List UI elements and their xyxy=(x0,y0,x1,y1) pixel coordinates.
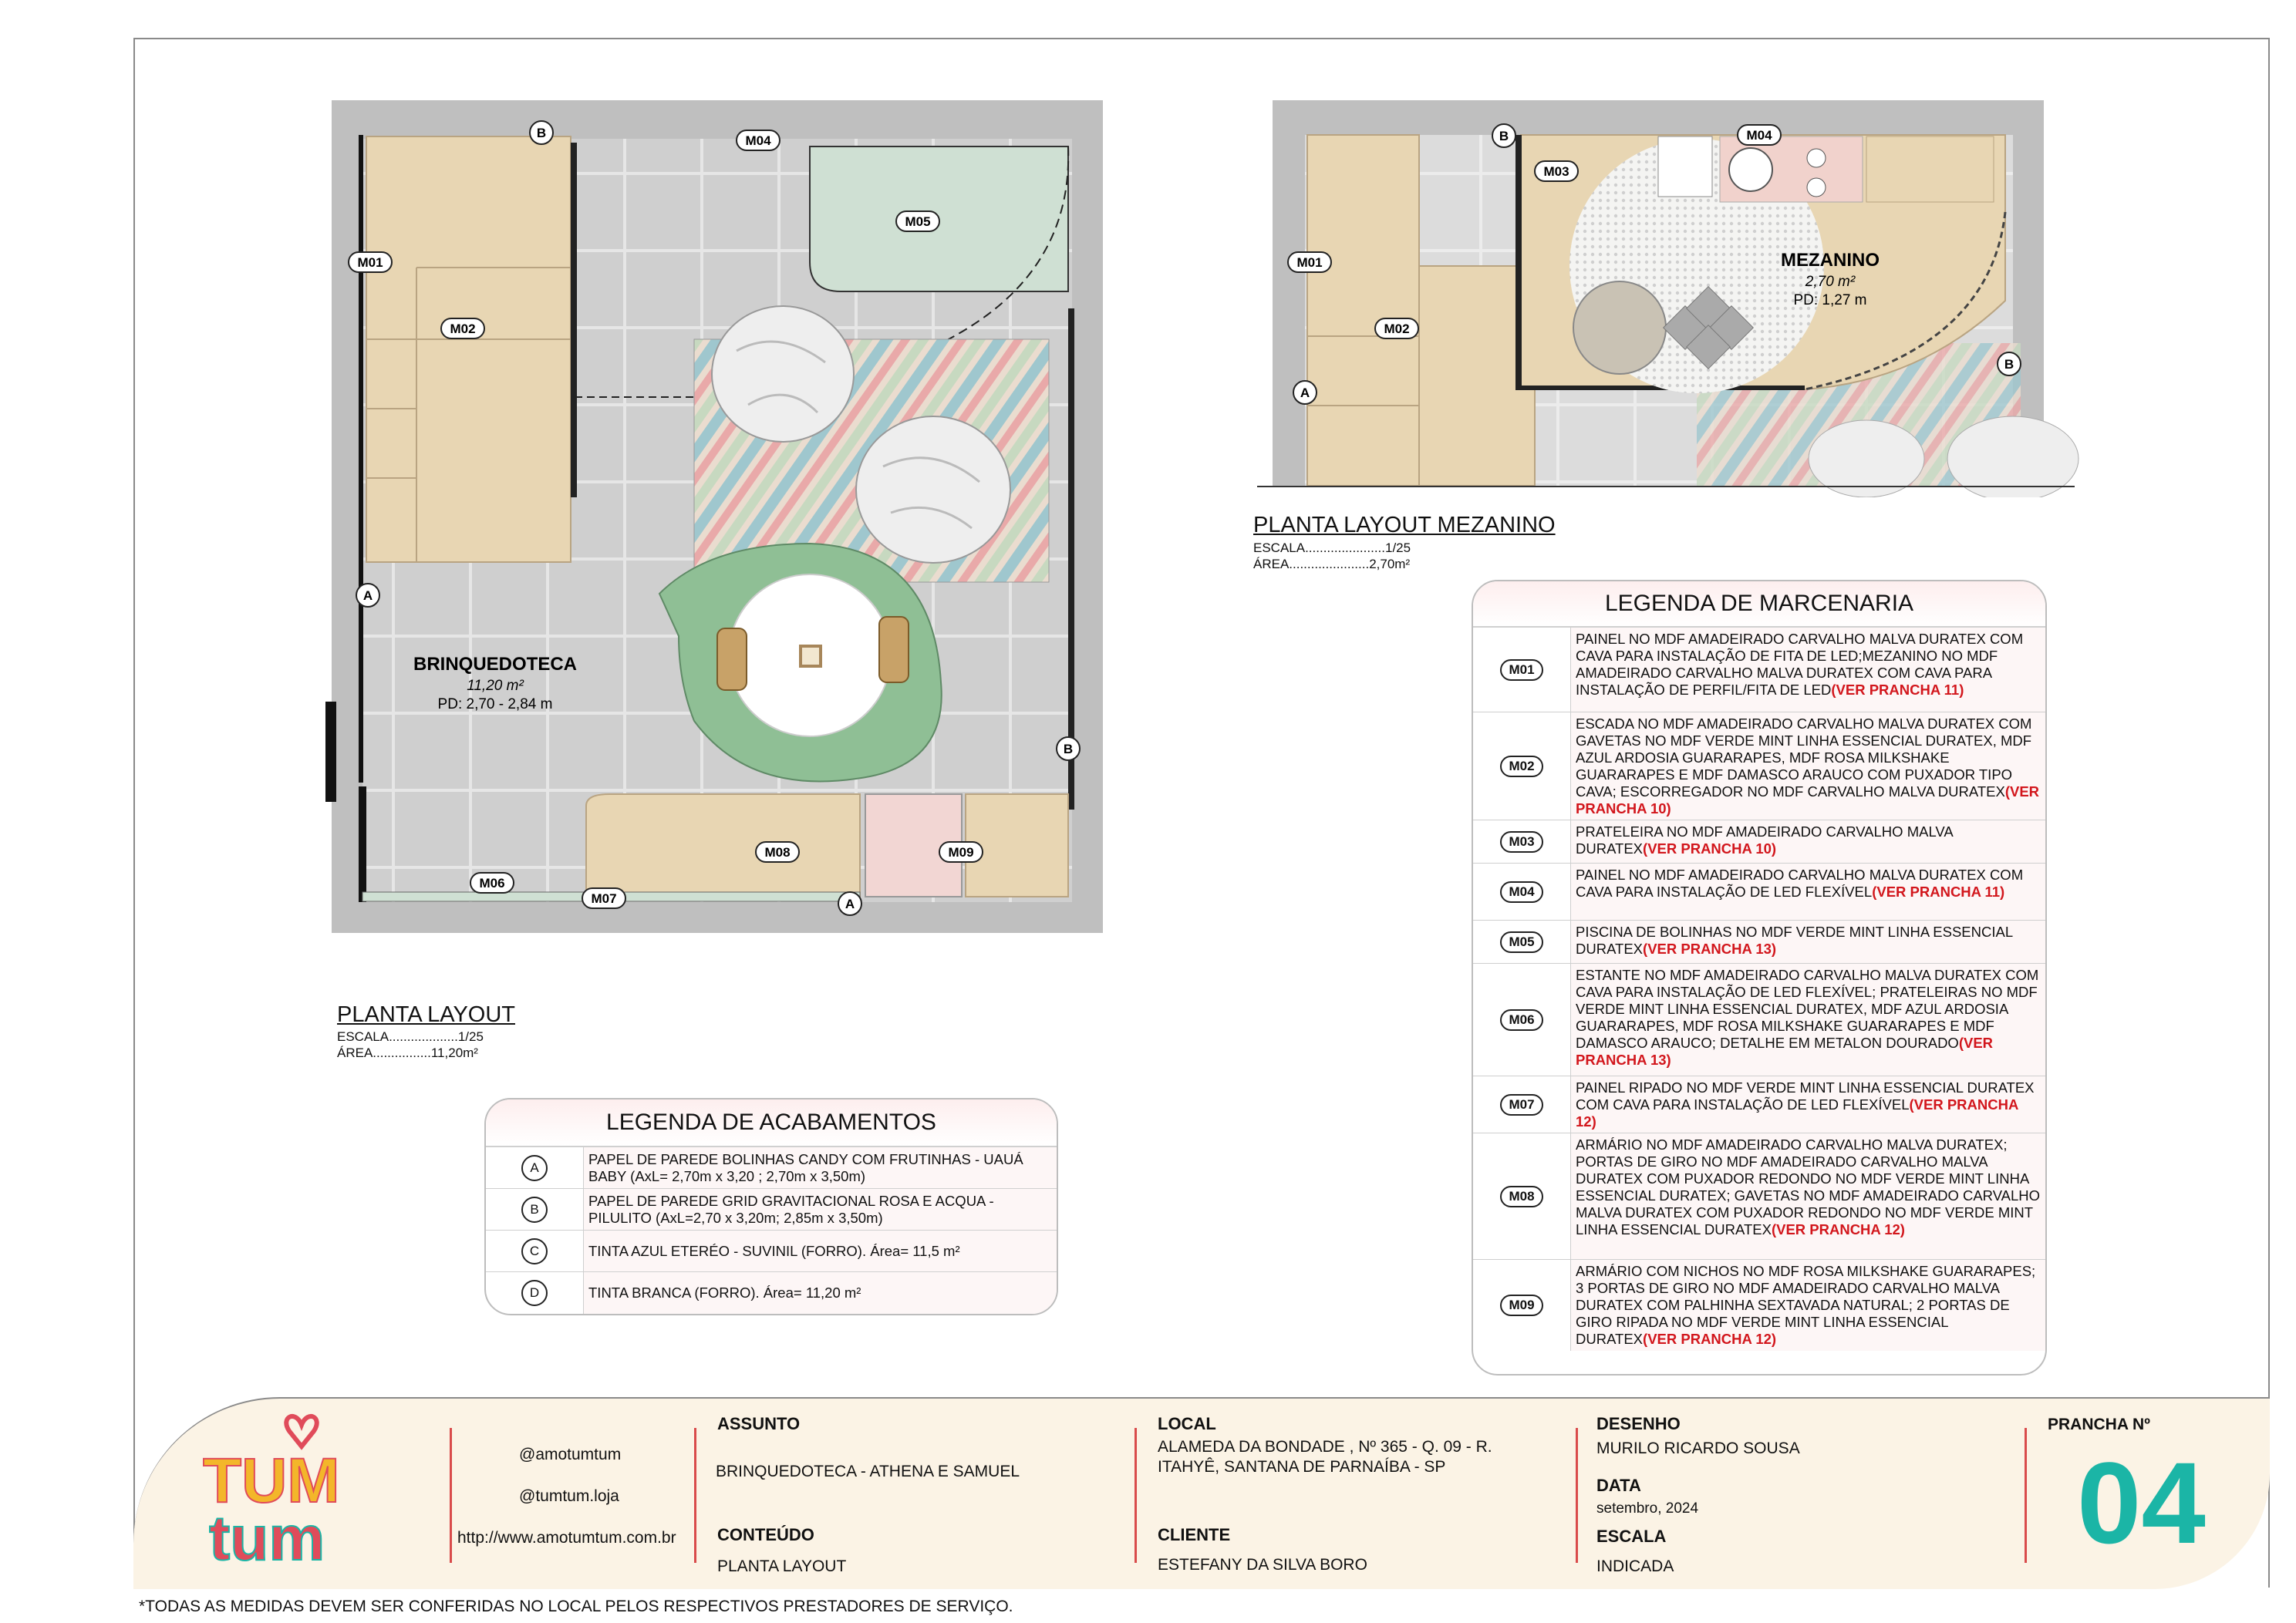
floor-plan-mezzanine xyxy=(1249,96,2082,497)
legend-joinery-rows xyxy=(1473,628,2045,1351)
plan-main-meta xyxy=(337,1029,484,1061)
svg-text:M08: M08 xyxy=(764,845,791,860)
disclaimer-note: *TODAS AS MEDIDAS DEVEM SER CONFERIDAS NO LOCAL PELOS RESPECTIVOS PRESTADORES DE SERVIÇO. xyxy=(139,1598,1013,1615)
data-value: setembro, 2024 xyxy=(1596,1500,1699,1517)
finish-desc: TINTA AZUL ETERÉO - SUVINIL (FORRO). Área= 11,5 m² xyxy=(584,1231,1057,1271)
legend-finishes xyxy=(484,1098,1058,1315)
svg-text:B: B xyxy=(536,126,547,140)
tag-m04 xyxy=(737,130,780,150)
legend-joinery-title: LEGENDA DE MARCENARIA xyxy=(1473,581,2045,628)
svg-text:M02: M02 xyxy=(1384,322,1410,336)
joinery-key: M02 xyxy=(1500,756,1543,777)
data-label: DATA xyxy=(1596,1476,1641,1495)
legend-finishes-row xyxy=(486,1272,1057,1314)
legend-joinery-row xyxy=(1473,864,2045,921)
plan-mezz-meta xyxy=(1253,540,1411,572)
escala-label: ESCALA xyxy=(1596,1527,1667,1546)
plan-mezz-scale: ESCALA......................1/25 xyxy=(1253,540,1411,555)
legend-joinery-row xyxy=(1473,964,2045,1076)
svg-text:M02: M02 xyxy=(450,322,476,336)
divider xyxy=(450,1428,452,1563)
legend-joinery-row xyxy=(1473,921,2045,964)
legend-joinery-row xyxy=(1473,1076,2045,1133)
cliente-label: CLIENTE xyxy=(1158,1525,1231,1544)
cliente-value: ESTEFANY DA SILVA BORO xyxy=(1158,1556,1367,1574)
joinery-text: PAINEL RIPADO NO MDF VERDE MINT LINHA ESSENCIAL DURATEX COM CAVA PARA INSTALAÇÃO DE LED FLEXÍVEL xyxy=(1576,1079,2035,1113)
joinery-key: M01 xyxy=(1500,659,1543,681)
svg-text:M07: M07 xyxy=(591,891,617,906)
joinery-ref: (VER PRANCHA 11) xyxy=(1831,682,1964,698)
website: http://www.amotumtum.com.br xyxy=(457,1529,676,1547)
divider xyxy=(694,1428,696,1563)
joinery-text: PAINEL NO MDF AMADEIRADO CARVALHO MALVA DURATEX COM CAVA PARA INSTALAÇÃO DE FITA DE LED;MEZANINO NO MDF AMADEIRADO CARVALHO MALVA DURATEX COM CAVA PARA INSTALAÇÃO DE PERFIL/FITA DE LED xyxy=(1576,631,2024,698)
finish-key: C xyxy=(521,1238,548,1264)
joinery-text: ARMÁRIO NO MDF AMADEIRADO CARVALHO MALVA DURATEX; PORTAS DE GIRO NO MDF AMADEIRADO CARVALHO MALVA DURATEX COM PUXADOR REDONDO NO MDF VERDE MINT LINHA ESSENCIAL DURATEX; GAVETAS NO MDF AMADEIRADO CARVALHO MALVA DURATEX COM PUXADOR REDONDO NO MDF VERDE MINT LINHA ESSENCIAL DURATEX xyxy=(1576,1136,2041,1237)
legend-joinery-row xyxy=(1473,1260,2045,1351)
joinery-ref: (VER PRANCHA 10) xyxy=(1643,840,1777,857)
joinery-desc xyxy=(1571,628,2045,712)
joinery-key: M05 xyxy=(1500,931,1543,953)
divider xyxy=(1576,1428,1578,1563)
finish-desc: PAPEL DE PAREDE GRID GRAVITACIONAL ROSA E ACQUA - PILULITO (AxL=2,70 x 3,20m; 2,85m x 3,50m) xyxy=(584,1189,1057,1230)
joinery-desc xyxy=(1571,820,2045,863)
svg-text:M09: M09 xyxy=(948,845,974,860)
tag-m01 xyxy=(1288,252,1331,272)
finish-desc: TINTA BRANCA (FORRO). Área= 11,20 m² xyxy=(584,1272,1057,1314)
legend-joinery-row xyxy=(1473,628,2045,712)
title-block xyxy=(133,1397,2270,1589)
joinery-desc xyxy=(1571,712,2045,820)
plan-main-title: PLANTA LAYOUT xyxy=(337,1002,515,1027)
svg-text:A: A xyxy=(1300,386,1310,400)
mezz-room-area: 2,70 m² xyxy=(1805,274,1856,290)
desenho-label: DESENHO xyxy=(1596,1414,1681,1433)
joinery-key: M09 xyxy=(1500,1295,1543,1316)
legend-joinery-row xyxy=(1473,820,2045,864)
tag-m09 xyxy=(939,842,983,862)
marker-a xyxy=(356,584,379,607)
joinery-ref: (VER PRANCHA 13) xyxy=(1643,941,1777,957)
tag-m07 xyxy=(582,888,625,908)
logo-top: TUM xyxy=(203,1446,340,1516)
svg-text:B: B xyxy=(1063,742,1074,756)
mezz-room-pd: PD: 1,27 m xyxy=(1793,292,1867,308)
marker-a xyxy=(1293,381,1317,404)
instagram-1: @amotumtum xyxy=(519,1446,622,1463)
svg-text:M04: M04 xyxy=(745,133,771,148)
joinery-ref: (VER PRANCHA 10) xyxy=(1576,783,2040,817)
joinery-desc xyxy=(1571,864,2045,920)
joinery-ref: (VER PRANCHA 13) xyxy=(1576,1035,1994,1068)
tag-m05 xyxy=(896,211,939,231)
legend-finishes-row xyxy=(486,1231,1057,1272)
joinery-key: M03 xyxy=(1500,831,1543,853)
joinery-ref: (VER PRANCHA 12) xyxy=(1771,1221,1905,1237)
divider xyxy=(1135,1428,1137,1563)
marker-b xyxy=(1057,737,1080,760)
plan-main-scale: ESCALA...................1/25 xyxy=(337,1029,484,1044)
finish-key: B xyxy=(521,1197,548,1223)
plan-mezz-title: PLANTA LAYOUT MEZANINO xyxy=(1253,513,1556,537)
divider xyxy=(2025,1428,2027,1563)
tag-m04 xyxy=(1738,125,1781,145)
joinery-text: PRATELEIRA NO MDF AMADEIRADO CARVALHO MALVA DURATEX xyxy=(1576,823,1953,857)
joinery-desc xyxy=(1571,1133,2045,1259)
svg-text:A: A xyxy=(362,588,373,603)
conteudo-value: PLANTA LAYOUT xyxy=(717,1557,847,1575)
instagram-2: @tumtum.loja xyxy=(519,1487,619,1505)
joinery-key: M07 xyxy=(1500,1094,1543,1116)
joinery-ref: (VER PRANCHA 12) xyxy=(1643,1331,1777,1347)
marker-b xyxy=(530,121,553,144)
escala-value: INDICADA xyxy=(1596,1557,1674,1575)
plan-main-area: ÁREA................11,20m² xyxy=(337,1046,478,1060)
joinery-key: M06 xyxy=(1500,1009,1543,1031)
legend-joinery-row xyxy=(1473,712,2045,820)
mezz-room-name: MEZANINO xyxy=(1781,250,1880,271)
svg-text:M01: M01 xyxy=(1296,255,1323,270)
joinery-desc xyxy=(1571,964,2045,1076)
legend-finishes-title: LEGENDA DE ACABAMENTOS xyxy=(486,1099,1057,1147)
finish-key: A xyxy=(521,1155,548,1181)
svg-text:B: B xyxy=(2004,357,2014,372)
tag-m08 xyxy=(756,842,799,862)
local-value: ALAMEDA DA BONDADE , Nº 365 - Q. 09 - R. ITAHYÊ, SANTANA DE PARNAÍBA - SP xyxy=(1158,1438,1492,1476)
local-label: LOCAL xyxy=(1158,1414,1216,1433)
svg-text:A: A xyxy=(845,897,855,911)
joinery-key: M08 xyxy=(1500,1186,1543,1207)
svg-text:M06: M06 xyxy=(479,876,505,891)
tag-m02 xyxy=(1375,318,1418,338)
joinery-text: ESTANTE NO MDF AMADEIRADO CARVALHO MALVA DURATEX COM CAVA PARA INSTALAÇÃO DE LED FLEXÍVEL; PRATELEIRAS NO MDF VERDE MINT LINHA ESSENCIAL DURATEX, MDF AZUL ARDOSIA GUARARAPES, MDF ROSA MILKSHAKE GUARARAPES E MDF DAMASCO ARAUCO; DETALHE EM METALON DOURADO xyxy=(1576,967,2039,1051)
joinery-text: PISCINA DE BOLINHAS NO MDF VERDE MINT LINHA ESSENCIAL DURATEX xyxy=(1576,924,2013,957)
joinery-desc xyxy=(1571,921,2045,963)
joinery-key: M04 xyxy=(1500,881,1543,903)
tag-m01 xyxy=(349,252,392,272)
joinery-text: ESCADA NO MDF AMADEIRADO CARVALHO MALVA DURATEX COM GAVETAS NO MDF VERDE MINT LINHA ESSENCIAL DURATEX, MDF AZUL ARDOSIA GUARARAPES, MDF ROSA MILKSHAKE GUARARAPES E MDF DAMASCO ARAUCO COM PUXADOR TIPO CAVA; ESCORREGADOR NO MDF CARVALHO MALVA DURATEX xyxy=(1576,716,2032,800)
floor-plan-main xyxy=(316,96,1118,945)
joinery-text: ARMÁRIO COM NICHOS NO MDF ROSA MILKSHAKE GUARARAPES; 3 PORTAS DE GIRO NO MDF AMADEIRADO CARVALHO MALVA DURATEX COM PALHINHA SEXTAVADA NATURAL; 2 PORTAS DE GIRO RIPADA NO MDF VERDE MINT LINHA ESSENCIAL DURATEX xyxy=(1576,1263,2036,1347)
tag-m06 xyxy=(470,873,514,893)
joinery-ref: (VER PRANCHA 11) xyxy=(1872,884,2005,900)
prancha-number: 04 xyxy=(2077,1438,2206,1567)
conteudo-label: CONTEÚDO xyxy=(717,1525,814,1544)
legend-finishes-row xyxy=(486,1147,1057,1189)
joinery-ref: (VER PRANCHA 12) xyxy=(1576,1096,2018,1130)
room-name: BRINQUEDOTECA xyxy=(413,654,578,675)
prancha-label: PRANCHA Nº xyxy=(2048,1416,2150,1433)
svg-text:M03: M03 xyxy=(1543,164,1569,179)
svg-text:M01: M01 xyxy=(357,255,383,270)
joinery-desc xyxy=(1571,1260,2045,1351)
marker-b xyxy=(1998,352,2021,375)
legend-joinery-row xyxy=(1473,1133,2045,1260)
legend-joinery xyxy=(1472,580,2047,1376)
tag-m02 xyxy=(441,318,484,338)
svg-text:M04: M04 xyxy=(1746,128,1772,143)
finish-desc: PAPEL DE PAREDE BOLINHAS CANDY COM FRUTINHAS - UAUÁ BABY (AxL= 2,70m x 3,20 ; 2,70m x 3,50m) xyxy=(584,1147,1057,1188)
room-pd: PD: 2,70 - 2,84 m xyxy=(437,696,553,712)
plan-mezz-area: ÁREA......................2,70m² xyxy=(1253,557,1411,571)
legend-finishes-row xyxy=(486,1189,1057,1231)
joinery-desc xyxy=(1571,1076,2045,1133)
finish-key: D xyxy=(521,1280,548,1306)
desenho-value: MURILO RICARDO SOUSA xyxy=(1596,1439,1800,1457)
marker-b xyxy=(1492,124,1515,147)
tumtum-logo xyxy=(203,1409,357,1571)
svg-text:B: B xyxy=(1499,129,1509,143)
marker-a xyxy=(838,892,861,915)
assunto-value: BRINQUEDOTECA - ATHENA E SAMUEL xyxy=(716,1463,1020,1480)
tag-m03 xyxy=(1535,161,1578,181)
assunto-label: ASSUNTO xyxy=(717,1414,801,1433)
room-area: 11,20 m² xyxy=(467,678,524,694)
svg-text:M05: M05 xyxy=(905,214,931,229)
logo-bottom: tum xyxy=(209,1503,325,1571)
joinery-text: PAINEL NO MDF AMADEIRADO CARVALHO MALVA DURATEX COM CAVA PARA INSTALAÇÃO DE LED FLEXÍVEL xyxy=(1576,867,2024,900)
